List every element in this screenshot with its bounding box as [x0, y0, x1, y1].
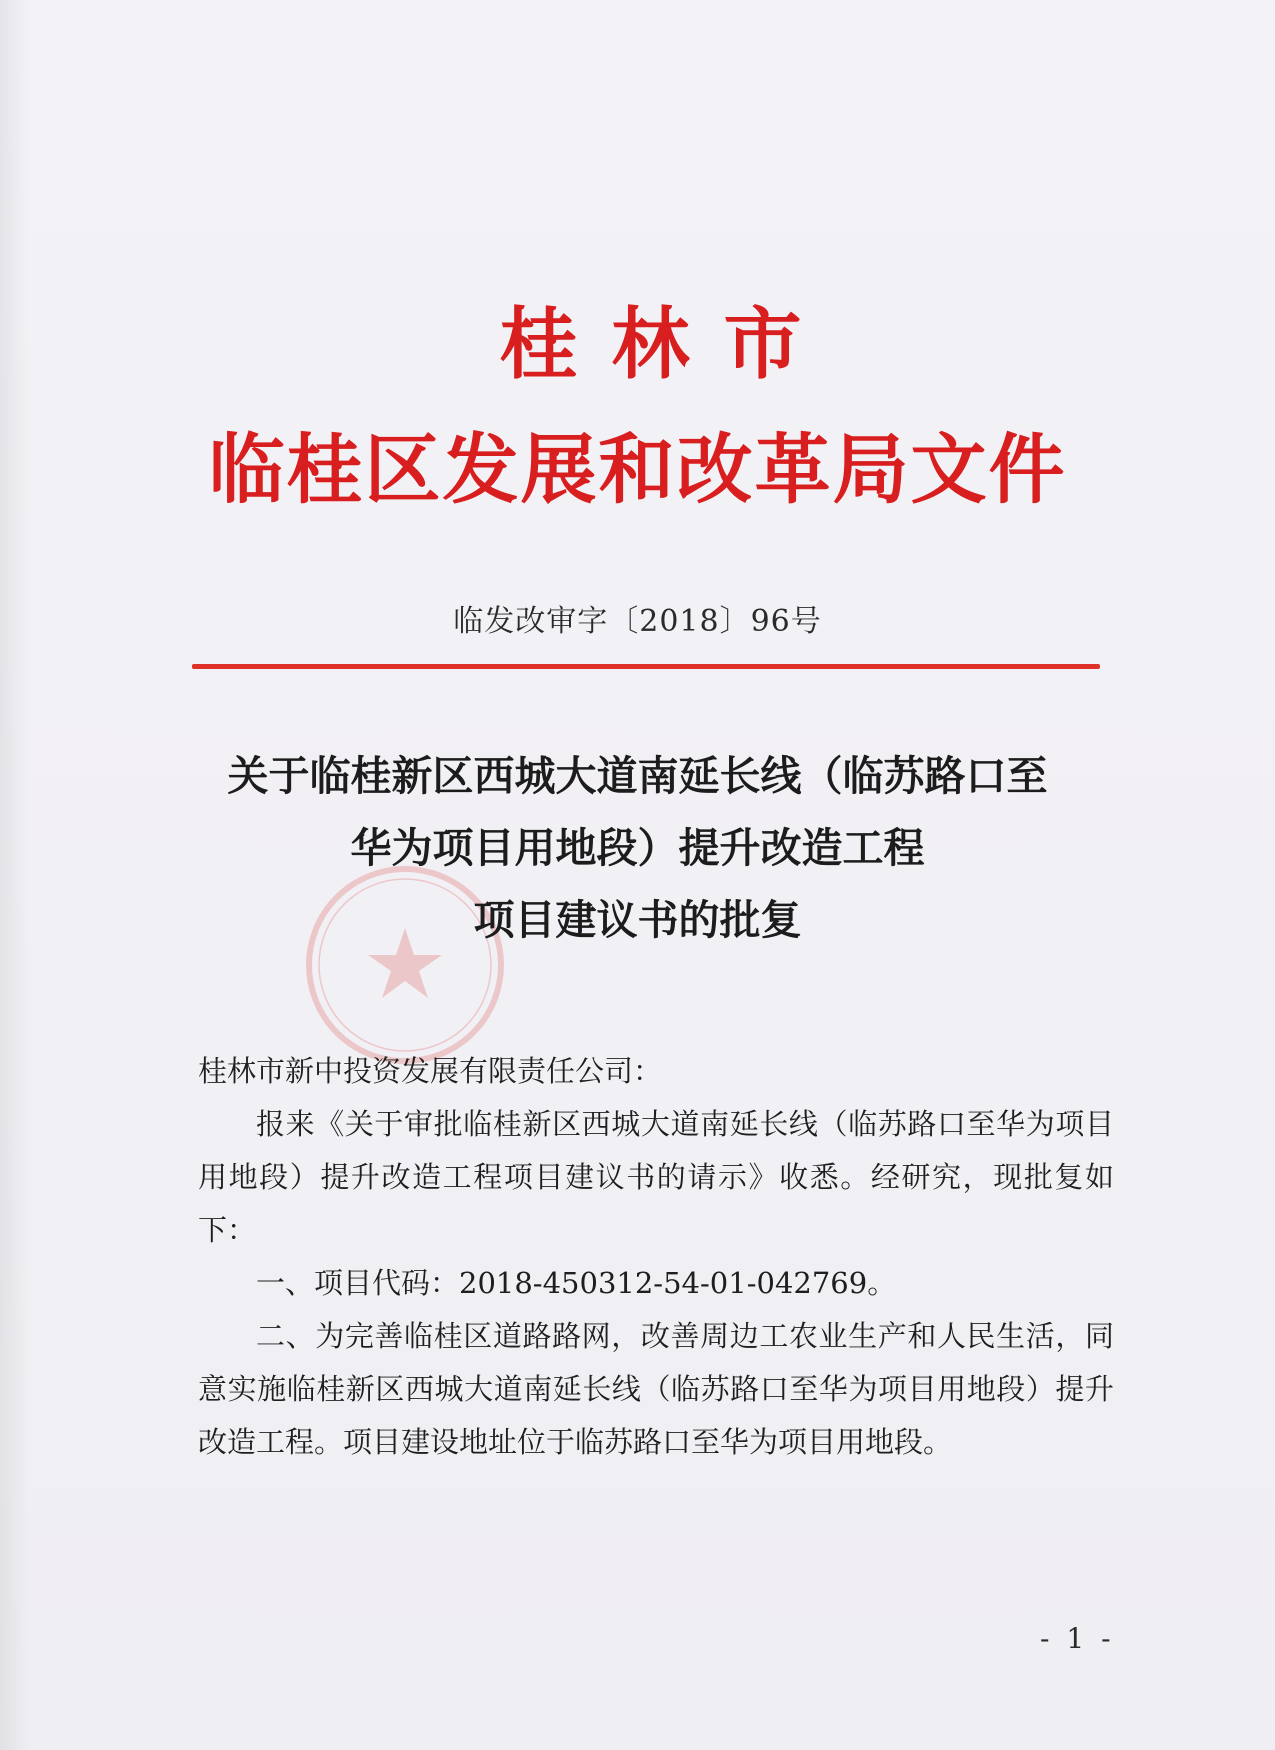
addressee: 桂林市新中投资发展有限责任公司：: [198, 1054, 663, 1088]
issuer-city-heading: 桂林市: [499, 299, 836, 390]
document-title-line-3: 项目建议书的批复: [473, 896, 802, 944]
page-number: - 1 -: [1040, 1622, 1115, 1655]
body-paragraphs: [198, 1098, 1114, 1469]
document-title-line-2: 华为项目用地段）提升改造工程: [350, 824, 925, 872]
document-number: 临发改审字〔2018〕96号: [453, 604, 822, 639]
page-edge-shadow: [0, 0, 30, 1750]
paragraph-1: 报来《关于审批临桂新区西城大道南延长线（临苏路口至华为项目用地段）提升改造工程项目建议书的请示》收悉。经研究，现批复如下：: [198, 1107, 1114, 1247]
document-title: [150, 740, 1125, 956]
document-title-line-1: 关于临桂新区西城大道南延长线（临苏路口至: [227, 752, 1048, 800]
red-divider-line: [192, 664, 1100, 669]
issuer-office-heading: 临桂区发展和改革局文件: [208, 425, 1067, 514]
paragraph-3: 二、为完善临桂区道路路网，改善周边工农业生产和人民生活，同意实施临桂新区西城大道南延长线（临苏路口至华为项目用地段）提升改造工程。项目建设地址位于临苏路口至华为项目用地段。: [198, 1319, 1114, 1459]
paragraph-2: 一、项目代码：2018-450312-54-01-042769。: [256, 1266, 897, 1300]
